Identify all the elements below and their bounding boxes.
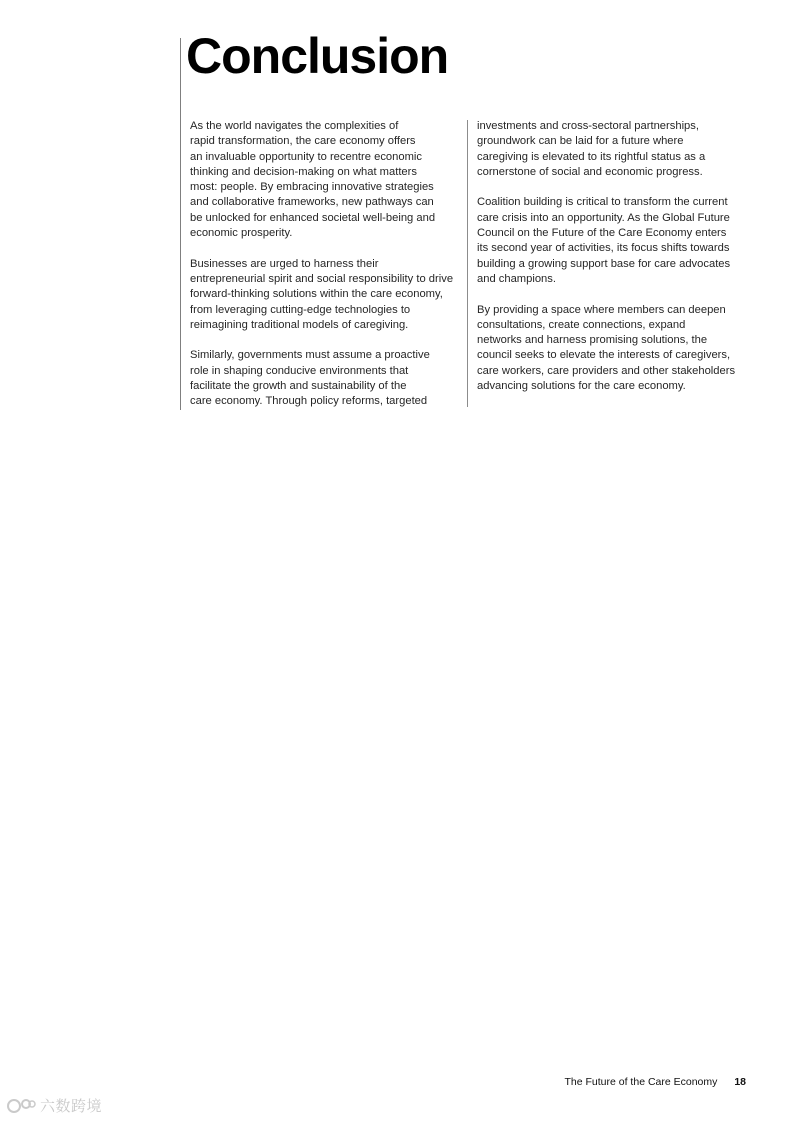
paragraph: investments and cross-sectoral partnerships, groundwork can be laid for a future where caregiving is elevated to its rightful status as a cornerstone of social and economic progress.	[477, 120, 706, 178]
left-text-column	[190, 119, 462, 425]
paragraph: Coalition building is critical to transform the current care crisis into an opportunity. As the Global Future Council on the Future of the Care Economy enters its second year of activities, its focus shifts towards building a growing support base for care advocates and champions.	[477, 196, 731, 285]
page-footer	[564, 1076, 746, 1088]
title-vertical-rule	[180, 38, 181, 410]
paragraph: By providing a space where members can deepen consultations, create connections, expand networks and harness promising solutions, the council seeks to elevate the interests of caregivers, care workers, care providers and other stakeholders advancing solutions for the care economy.	[477, 303, 736, 393]
column-divider	[467, 120, 468, 407]
paragraph: Businesses are urged to harness their entrepreneurial spirit and social responsibility to drive forward-thinking solutions within the care economy, from leveraging cutting-edge technologies to reimagining traditional models of caregiving.	[190, 257, 454, 331]
page-number: 18	[734, 1076, 746, 1088]
paragraph: Similarly, governments must assume a proactive role in shaping conducive environments that facilitate the growth and sustainability of the care economy. Through policy reforms, targeted	[190, 349, 430, 408]
watermark-text: 六数跨境	[40, 1098, 103, 1115]
watermark-logo-icon	[6, 1096, 36, 1116]
paragraph: As the world navigates the complexities of rapid transformation, the care economy offers an invaluable opportunity to recentre economic thinking and decision-making on what matters most: people. By embracing innovative strategies and collaborative frameworks, new pathways can be unlocked for enhanced societal well-being and economic prosperity.	[190, 120, 436, 240]
page-title: Conclusion	[186, 28, 449, 84]
watermark	[6, 1095, 102, 1116]
right-text-column	[477, 119, 757, 410]
footer-document-title: The Future of the Care Economy	[564, 1076, 718, 1088]
